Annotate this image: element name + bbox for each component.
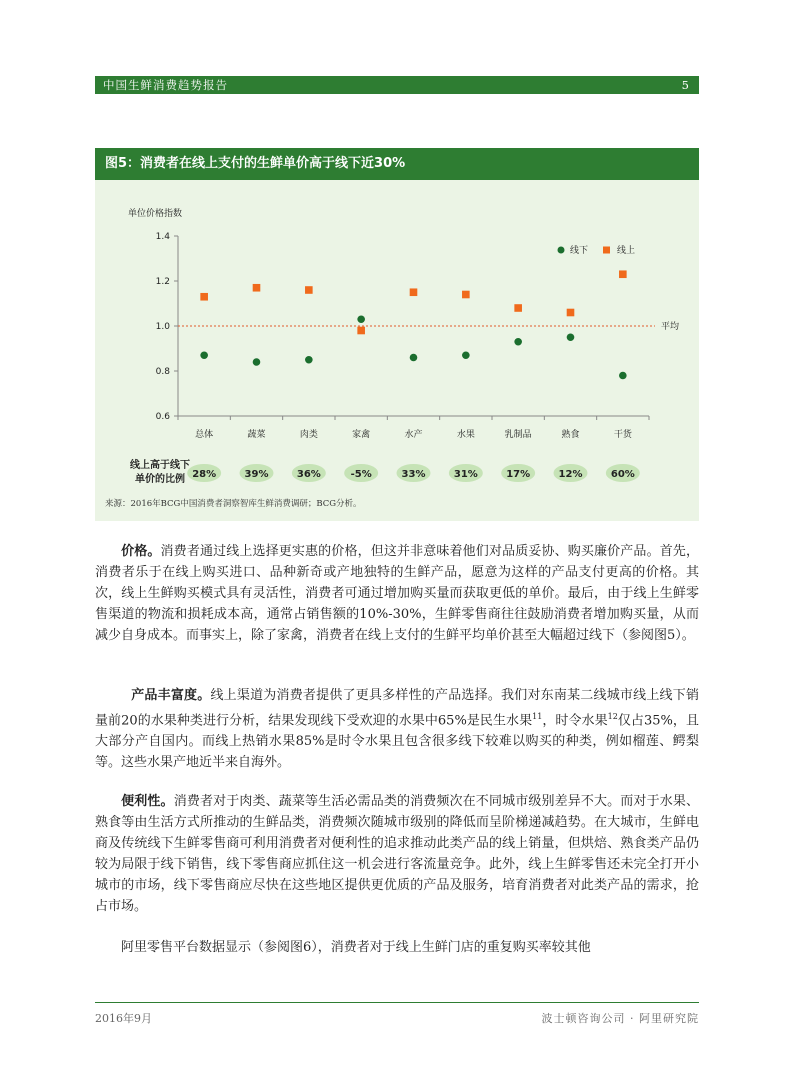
footnote-11: 11 [532,712,543,721]
paragraph-alibaba-body: 阿里零售平台数据显示（参阅图6），消费者对于线上生鲜门店的重复购买率较其他 [121,940,591,955]
x-tick-label: 蔬菜 [247,430,266,440]
x-tick-label: 水果 [456,430,475,440]
legend-online-marker [603,247,610,254]
premium-value: 28% [192,469,217,480]
footer-divider [95,1002,699,1003]
premium-value: 12% [558,469,583,480]
footer-date: 2016年9月 [95,1012,152,1025]
price-index-chart [95,180,699,500]
paragraph-convenience-lead: 便利性。 [121,794,174,809]
footer-org: 波士顿咨询公司 · 阿里研究院 [541,1012,699,1025]
online-point [305,286,313,294]
offline-point [567,333,575,341]
premium-value: -5% [350,469,372,480]
online-point [253,284,261,292]
paragraph-variety-body-a: 线上渠道为消费者提供了更具多样性的产品选择。我们对东南某二线城市线上线下销量前20的水果种类进行分析，结果发现线下受欢迎的水果中65%是民生水果 [95,688,699,729]
x-tick-label: 肉类 [299,430,318,440]
offline-point [462,351,470,359]
x-tick-label: 家禽 [352,430,371,440]
x-tick-label: 熟食 [561,430,580,440]
paragraph-price [95,541,699,646]
y-axis-label: 单位价格指数 [128,209,183,219]
y-tick-label: 0.6 [155,412,170,422]
premium-value: 17% [506,469,531,480]
offline-point [619,372,627,380]
figure-source: 来源：2016年BCG中国消费者洞察智库生鲜消费调研；BCG分析。 [105,499,362,509]
y-tick-label: 0.8 [155,367,170,377]
offline-point [410,354,418,362]
y-tick-label: 1.4 [155,232,170,242]
online-point [514,304,522,312]
offline-point [305,356,313,364]
paragraph-variety-lead: 产品丰富度。 [131,688,211,703]
legend-offline-marker [558,247,565,254]
paragraph-convenience [95,791,699,917]
online-point [410,288,418,296]
paragraph-alibaba [95,937,699,958]
premium-label-line1: 线上高于线下 [130,460,190,471]
online-point [567,309,575,317]
paragraph-variety [95,685,699,773]
footnote-12: 12 [607,712,618,721]
legend-online-label: 线上 [617,246,636,256]
x-tick-label: 水产 [404,430,423,440]
offline-point [514,338,522,346]
paragraph-variety-body-c: 仅占35%，且大部分产自国内。而线上热销水果85%是时令水果且包含很多线下较难以购买的种类，例如榴莲、鳄梨等。这些水果产地近半来自海外。 [95,713,699,771]
offline-point [253,358,261,366]
legend-offline-label: 线下 [570,246,589,256]
paragraph-price-body: 消费者通过线上选择更实惠的价格，但这并非意味着他们对品质妥协、购买廉价产品。首先，消费者乐于在线上购买进口、品种新奇或产地独特的生鲜产品，愿意为这样的产品支付更高的价格。其次，线上生鲜购买模式具有灵活性，消费者可通过增加购买量而获取更低的单价。最后，由于线上生鲜零售渠道的物流和损耗成本高，通常占销售额的10%-30%，生鲜零售商往往鼓励消费者增加购买量，从而减少自身成本。而事实上，除了家禽，消费者在线上支付的生鲜平均单价甚至大幅超过线下（参阅图5）。 [95,544,699,643]
premium-value: 60% [610,469,635,480]
figure-5 [95,148,699,521]
header-bar [95,76,699,94]
figure-title: 图5：消费者在线上支付的生鲜单价高于线下近30% [105,156,406,171]
paragraph-variety-body-b: ，时令水果 [542,713,608,729]
x-tick-label: 干货 [613,430,632,440]
figure-title-bar [95,148,699,180]
y-tick-label: 1.0 [155,322,170,332]
premium-value: 33% [401,469,426,480]
online-point [357,327,365,335]
offline-point [200,351,208,359]
online-point [619,270,627,278]
page-number: 5 [681,78,689,92]
paragraph-price-lead: 价格。 [121,544,161,559]
online-point [462,291,470,299]
premium-value: 36% [296,469,321,480]
report-title: 中国生鲜消费趋势报告 [103,78,228,92]
y-tick-label: 1.2 [155,277,170,287]
paragraph-convenience-body: 消费者对于肉类、蔬菜等生活必需品类的消费频次在不同城市级别差异不大。而对于水果、熟食等由生活方式所推动的生鲜品类，消费频次随城市级别的降低而呈阶梯递减趋势。在大城市，生鲜电商及传统线下生鲜零售商可利用消费者对便利性的追求推动此类产品的线上销量，但烘焙、熟食类产品仍较为局限于线下销售，线下零售商应抓住这一机会进行客流量竞争。此外，线上生鲜零售还未完全打开小城市的市场，线下零售商应尽快在这些地区提供更优质的产品及服务，培育消费者对此类产品的需求，抢占市场。 [95,794,699,914]
premium-value: 39% [244,469,269,480]
x-tick-label: 乳制品 [504,430,532,440]
x-tick-label: 总体 [195,430,214,440]
premium-label-line2: 单价的比例 [135,474,185,485]
premium-value: 31% [453,469,478,480]
average-label: 平均 [661,322,680,332]
online-point [200,293,208,301]
offline-point [357,315,365,323]
